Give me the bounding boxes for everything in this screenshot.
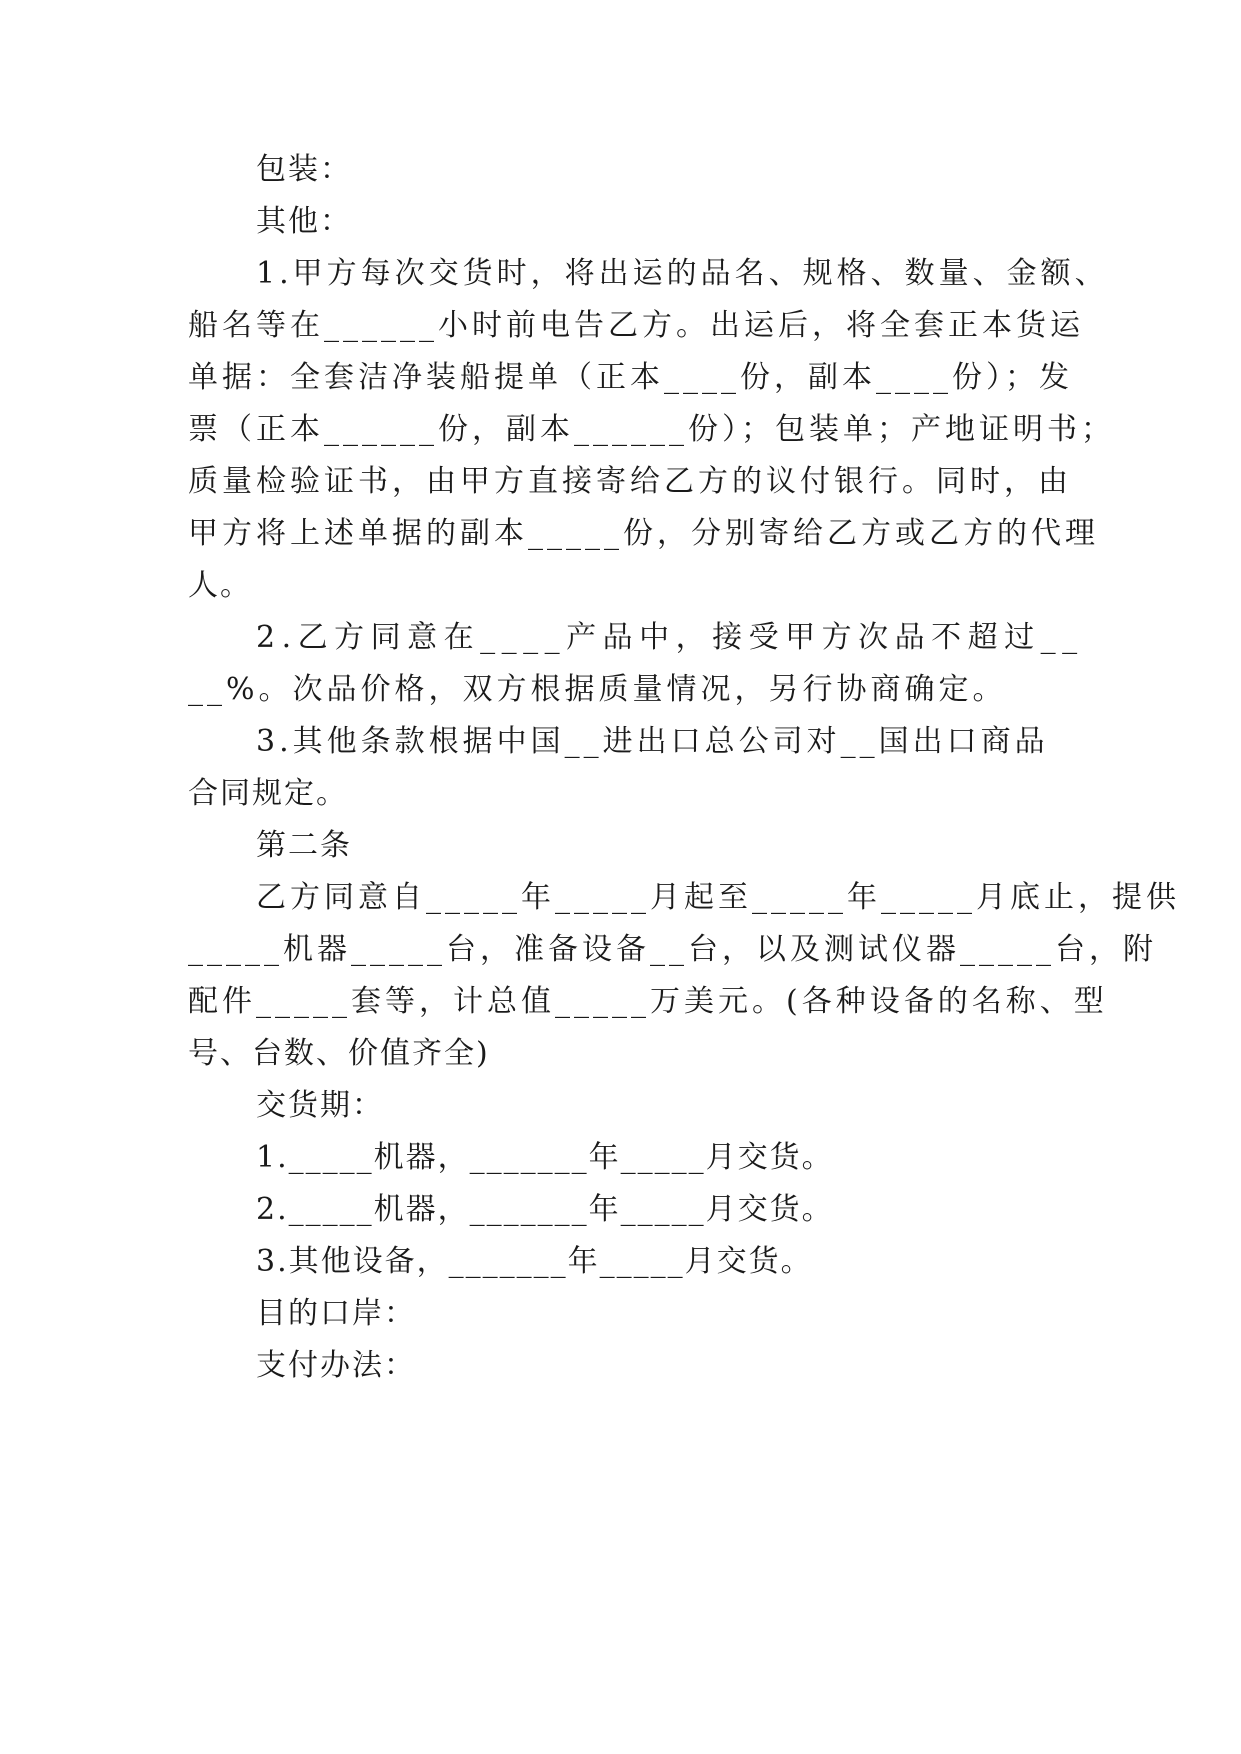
clause-1-line-6: 甲方将上述单据的副本_____份，分别寄给乙方或乙方的代理 xyxy=(188,516,1099,551)
clause-1-line-3: 单据：全套洁净装船提单（正本____份，副本____份）；发 xyxy=(188,360,1073,395)
clause-3-line-2: 合同规定。 xyxy=(188,776,348,811)
other-label: 其他： xyxy=(256,204,352,239)
article-two-heading: 第二条 xyxy=(256,828,352,863)
article-two-line-1: 乙方同意自_____年_____月起至_____年_____月底止，提供 xyxy=(256,880,1180,915)
delivery-item-2: 2._____机器，_______年_____月交货。 xyxy=(256,1192,834,1227)
clause-3-line-1: 3.其他条款根据中国__进出口总公司对__国出口商品 xyxy=(256,724,1049,759)
clause-1-line-5: 质量检验证书，由甲方直接寄给乙方的议付银行。同时，由 xyxy=(188,464,1072,499)
delivery-item-1: 1._____机器，_______年_____月交货。 xyxy=(256,1140,834,1175)
clause-1-line-4: 票（正本______份，副本______份）；包装单；产地证明书； xyxy=(188,412,1115,447)
clause-2-line-2: __%。次品价格，双方根据质量情况，另行协商确定。 xyxy=(188,672,1007,707)
clause-1-line-7: 人。 xyxy=(188,568,252,603)
article-two-line-4: 号、台数、价值齐全) xyxy=(188,1036,490,1071)
article-two-line-3: 配件_____套等，计总值_____万美元。(各种设备的名称、型 xyxy=(188,984,1108,1019)
delivery-item-3: 3.其他设备，_______年_____月交货。 xyxy=(256,1244,813,1279)
packaging-label: 包装： xyxy=(256,152,352,187)
clause-2-line-1: 2.乙方同意在____产品中，接受甲方次品不超过__ xyxy=(256,620,1084,655)
payment-method-label: 支付办法： xyxy=(256,1348,416,1383)
delivery-period-label: 交货期： xyxy=(256,1088,384,1123)
destination-port-label: 目的口岸： xyxy=(256,1296,416,1331)
clause-1-line-1: 1.甲方每次交货时，将出运的品名、规格、数量、金额、 xyxy=(256,256,1109,291)
clause-1-line-2: 船名等在______小时前电告乙方。出运后，将全套正本货运 xyxy=(188,308,1084,343)
article-two-line-2: _____机器_____台，准备设备__台，以及测试仪器_____台，附 xyxy=(188,932,1157,967)
